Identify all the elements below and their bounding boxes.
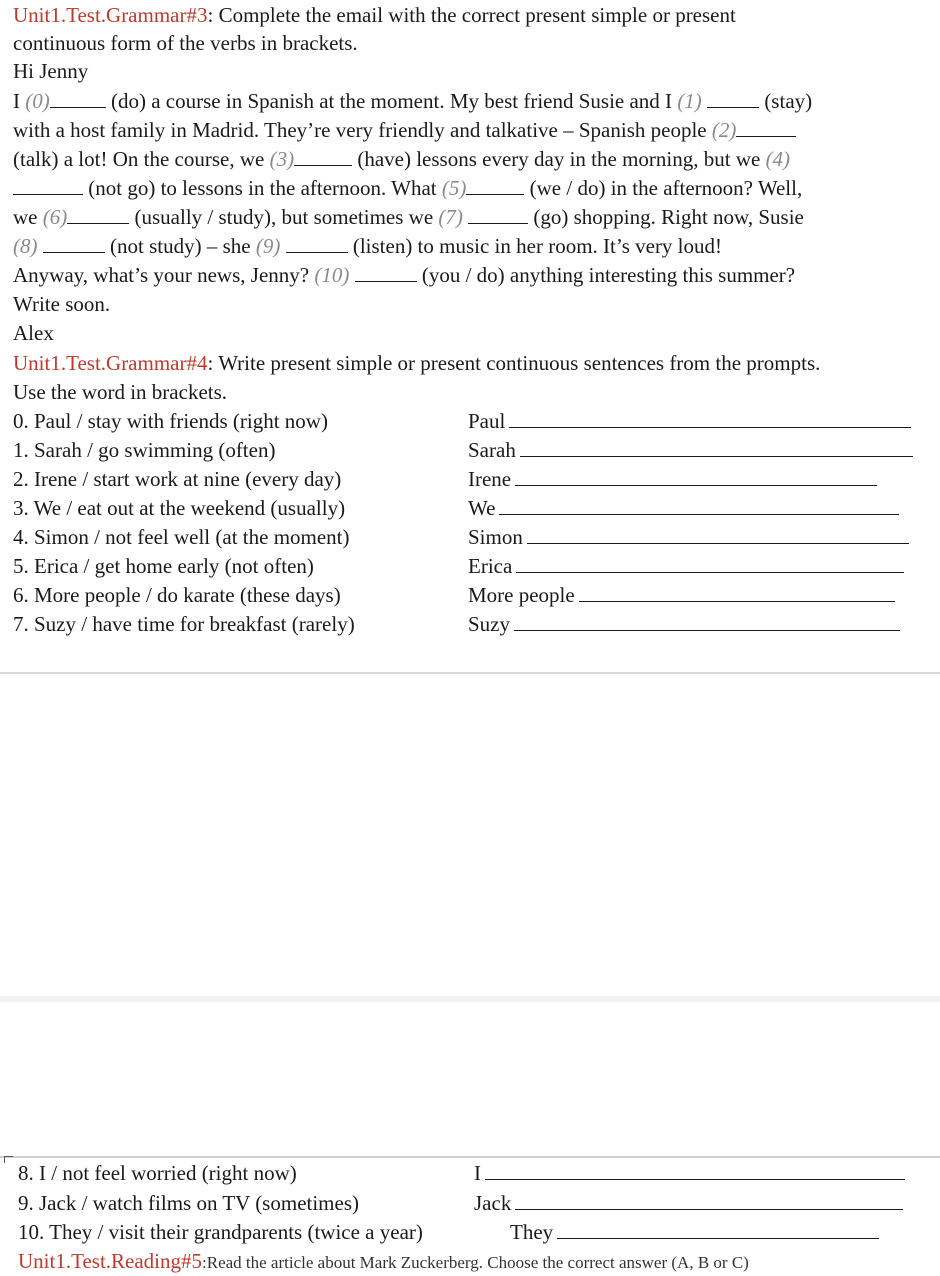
gap-number-4: (4) — [765, 147, 791, 171]
answer-blank[interactable] — [514, 612, 900, 631]
page-break-divider — [0, 672, 940, 674]
item-prompt: 1. Sarah / go swimming (often) — [13, 438, 276, 462]
gap-number-0: (0) — [25, 89, 50, 113]
item-prompt: 2. Irene / start work at nine (every day) — [13, 467, 342, 491]
answer-line — [468, 495, 899, 521]
answer-blank[interactable] — [557, 1220, 879, 1239]
gap-5-blank[interactable] — [466, 176, 524, 195]
answer-blank[interactable] — [520, 438, 913, 457]
gap-4-blank[interactable] — [13, 176, 83, 195]
answer-line — [468, 553, 904, 579]
gap-8-blank[interactable] — [43, 234, 105, 253]
email-line-6 — [13, 233, 722, 259]
answer-start: Paul — [468, 409, 506, 433]
answer-line — [468, 524, 909, 550]
answer-line — [474, 1190, 903, 1216]
text: (we / do) in the afternoon? Well, — [524, 176, 803, 200]
grammar3-title-line2: continuous form of the verbs in brackets. — [13, 31, 358, 55]
text: we — [13, 205, 43, 229]
item-prompt: 6. More people / do karate (these days) — [13, 583, 341, 607]
gap-1-blank[interactable] — [707, 89, 759, 108]
answer-line — [468, 611, 900, 637]
email-line-3 — [13, 146, 790, 172]
text: (have) lessons every day in the morning, but we — [352, 147, 766, 171]
exercise-item-9 — [18, 1190, 938, 1216]
grammar4-title-label: Unit1.Test.Grammar#4 — [13, 351, 208, 375]
email-line-2 — [13, 117, 796, 143]
exercise-item-4 — [13, 524, 933, 550]
text: (go) shopping. Right now, Susie — [528, 205, 804, 229]
email-signature: Alex — [13, 321, 54, 345]
answer-blank[interactable] — [515, 467, 877, 486]
answer-line — [468, 582, 895, 608]
grammar4-title — [13, 350, 820, 376]
gap-3-blank[interactable] — [294, 147, 352, 166]
exercise-item-5 — [13, 553, 933, 579]
next-page — [0, 1156, 940, 1273]
answer-start: Simon — [468, 525, 523, 549]
gap-10-blank[interactable] — [355, 263, 417, 282]
answer-blank[interactable] — [485, 1161, 905, 1180]
text: Anyway, what’s your news, Jenny? — [13, 263, 315, 287]
page-gap-divider — [0, 996, 940, 1002]
item-prompt: 4. Simon / not feel well (at the moment) — [13, 525, 350, 549]
answer-line — [468, 466, 877, 492]
gap-number-7: (7) — [438, 205, 463, 229]
email-line-5 — [13, 204, 804, 230]
email-greeting: Hi Jenny — [13, 59, 89, 83]
reading5-title — [18, 1248, 749, 1276]
answer-blank[interactable] — [499, 496, 899, 515]
text: I — [13, 89, 26, 113]
grammar3-title-label: Unit1.Test.Grammar#3 — [13, 3, 208, 27]
gap-number-6: (6) — [42, 205, 68, 229]
item-prompt: 5. Erica / get home early (not often) — [13, 554, 314, 578]
email-signoff: Write soon. — [13, 292, 111, 316]
reading5-title-label: Unit1.Test.Reading#5 — [18, 1249, 203, 1273]
gap-number-1: (1) — [677, 89, 702, 113]
answer-start: Erica — [468, 554, 513, 578]
answer-start: We — [468, 496, 496, 520]
text: (usually / study), but sometimes we — [129, 205, 439, 229]
exercise-item-6 — [13, 582, 933, 608]
answer-start: Irene — [468, 467, 512, 491]
text: (talk) a lot! On the course, we — [13, 147, 270, 171]
answer-blank[interactable] — [509, 409, 911, 428]
gap-9-blank[interactable] — [286, 234, 348, 253]
item-prompt: 3. We / eat out at the weekend (usually) — [13, 496, 346, 520]
exercise-item-7 — [13, 611, 933, 637]
gap-number-10: (10) — [314, 263, 350, 287]
item-prompt: 0. Paul / stay with friends (right now) — [13, 409, 328, 433]
grammar3-title-text: : Complete the email with the correct present simple or present — [207, 3, 736, 27]
item-prompt: 7. Suzy / have time for breakfast (rarely) — [13, 612, 355, 636]
answer-line — [468, 437, 913, 463]
email-line-7 — [13, 262, 795, 288]
answer-blank[interactable] — [515, 1191, 903, 1210]
grammar3-title — [13, 2, 736, 28]
text: with a host family in Madrid. They’re very friendly and talkative – Spanish people — [13, 118, 712, 142]
text: (not study) – she — [104, 234, 256, 258]
exercise-item-8 — [18, 1160, 938, 1186]
text: (listen) to music in her room. It’s very loud! — [347, 234, 723, 258]
grammar4-title-line2: Use the word in brackets. — [13, 380, 228, 404]
answer-blank[interactable] — [516, 554, 904, 573]
crop-mark — [4, 1156, 13, 1163]
exercise-item-3 — [13, 495, 933, 521]
answer-start: Jack — [474, 1191, 512, 1215]
answer-line — [474, 1160, 905, 1186]
answer-start: More people — [468, 583, 575, 607]
reading5-title-text: :Read the article about Mark Zuckerberg. Choose the correct answer (A, B or C) — [202, 1253, 749, 1272]
gap-number-9: (9) — [255, 234, 281, 258]
gap-6-blank[interactable] — [67, 205, 129, 224]
gap-number-5: (5) — [441, 176, 467, 200]
exercise-item-0 — [13, 408, 933, 434]
item-prompt: 9. Jack / watch films on TV (sometimes) — [18, 1191, 360, 1215]
page-top-edge — [0, 1156, 940, 1158]
gap-number-3: (3) — [269, 147, 295, 171]
answer-start: Suzy — [468, 612, 510, 636]
text: (you / do) anything interesting this summer? — [416, 263, 796, 287]
text: (stay) — [759, 89, 813, 113]
email-line-1 — [13, 88, 812, 114]
email-line-4 — [13, 175, 802, 201]
gap-2-blank[interactable] — [736, 118, 796, 137]
answer-line — [468, 408, 911, 434]
gap-7-blank[interactable] — [468, 205, 528, 224]
text: (do) a course in Spanish at the moment. My best friend Susie and I — [105, 89, 678, 113]
exercise-item-1 — [13, 437, 933, 463]
answer-blank[interactable] — [579, 583, 895, 602]
answer-start: They — [510, 1220, 554, 1244]
answer-blank[interactable] — [527, 525, 909, 544]
answer-line — [510, 1219, 879, 1245]
text: (not go) to lessons in the afternoon. What — [83, 176, 442, 200]
gap-number-8: (8) — [13, 234, 38, 258]
answer-start: Sarah — [468, 438, 516, 462]
exercise-item-2 — [13, 466, 933, 492]
gap-0-blank[interactable] — [50, 89, 106, 108]
exercise-item-10 — [18, 1219, 938, 1245]
answer-start: I — [474, 1161, 481, 1185]
item-prompt: 10. They / visit their grandparents (twice a year) — [18, 1220, 423, 1244]
item-prompt: 8. I / not feel worried (right now) — [18, 1161, 297, 1185]
grammar4-title-text: : Write present simple or present continuous sentences from the prompts. — [207, 351, 821, 375]
gap-number-2: (2) — [711, 118, 737, 142]
